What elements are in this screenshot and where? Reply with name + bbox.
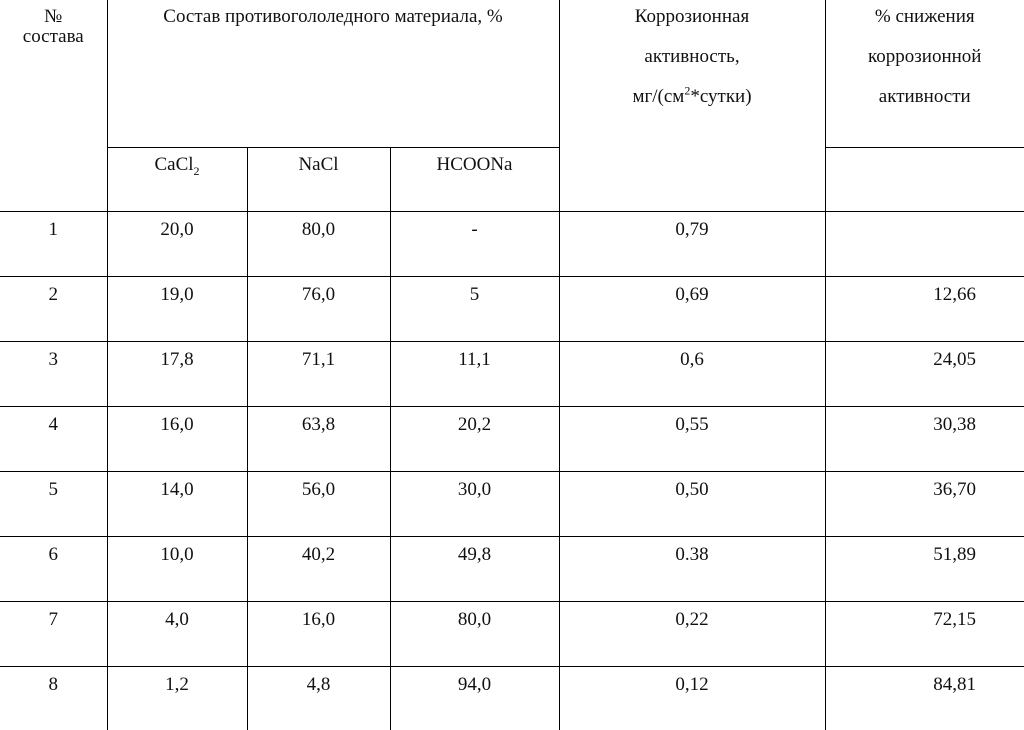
- header-corrosion-line2: активность,: [560, 47, 825, 87]
- cell-hcoona: 20,2: [390, 406, 559, 471]
- cell-nacl: 71,1: [247, 341, 390, 406]
- cell-corrosion: 0,55: [559, 406, 825, 471]
- cell-cacl2: 16,0: [107, 406, 247, 471]
- header-reduction-line2: коррозионной: [826, 47, 1024, 87]
- header-composition: [107, 0, 559, 147]
- header-corrosion-unit: [632, 86, 751, 107]
- cell-cacl2: 10,0: [107, 536, 247, 601]
- subheader-hcoona: HCOONa: [390, 147, 559, 211]
- cell-number: 6: [0, 536, 107, 601]
- header-corrosion-unit-b: *сутки): [690, 86, 751, 107]
- cell-corrosion: 0.38: [559, 536, 825, 601]
- header-corrosion-line1: Коррозионная: [560, 7, 825, 47]
- cell-hcoona: 11,1: [390, 341, 559, 406]
- cell-cacl2: 4,0: [107, 601, 247, 666]
- cell-reduction: 12,66: [825, 276, 1024, 341]
- subheader-reduction-empty: [825, 147, 1024, 211]
- cell-number: 3: [0, 341, 107, 406]
- cell-corrosion: 0,12: [559, 666, 825, 730]
- header-number-label: состава: [23, 26, 84, 47]
- cell-reduction: 84,81: [825, 666, 1024, 730]
- table-row: [0, 536, 1024, 601]
- table-row: [0, 406, 1024, 471]
- cell-hcoona: 5: [390, 276, 559, 341]
- header-reduction-line1: % снижения: [826, 7, 1024, 47]
- header-composition-label: Состав противогололедного материала, %: [163, 6, 502, 27]
- subheader-cacl2-a: CaCl: [154, 154, 193, 175]
- subheader-cacl2: [107, 147, 247, 211]
- header-reduction-line3: активности: [879, 86, 971, 107]
- cell-number: 5: [0, 471, 107, 536]
- cell-reduction: 72,15: [825, 601, 1024, 666]
- cell-nacl: 16,0: [247, 601, 390, 666]
- cell-nacl: 4,8: [247, 666, 390, 730]
- header-corrosion-unit-a: мг/(см: [632, 86, 684, 107]
- header-corrosion-unit-sup: 2: [684, 84, 690, 98]
- cell-cacl2: 20,0: [107, 211, 247, 276]
- table-row: [0, 471, 1024, 536]
- cell-cacl2: 14,0: [107, 471, 247, 536]
- header-row: [0, 0, 1024, 147]
- cell-hcoona: 94,0: [390, 666, 559, 730]
- header-number-symbol: №: [44, 6, 62, 27]
- subheader-nacl: NaCl: [247, 147, 390, 211]
- cell-reduction: 36,70: [825, 471, 1024, 536]
- cell-hcoona: 80,0: [390, 601, 559, 666]
- cell-number: 1: [0, 211, 107, 276]
- cell-number: 8: [0, 666, 107, 730]
- cell-number: 7: [0, 601, 107, 666]
- subheader-cacl2-sub: 2: [194, 163, 200, 177]
- cell-hcoona: 49,8: [390, 536, 559, 601]
- cell-reduction: 51,89: [825, 536, 1024, 601]
- header-corrosion: [559, 0, 825, 211]
- cell-cacl2: 19,0: [107, 276, 247, 341]
- cell-nacl: 63,8: [247, 406, 390, 471]
- cell-cacl2: 17,8: [107, 341, 247, 406]
- cell-corrosion: 0,6: [559, 341, 825, 406]
- cell-reduction: [825, 211, 1024, 276]
- cell-reduction: 24,05: [825, 341, 1024, 406]
- table-row: [0, 601, 1024, 666]
- cell-nacl: 80,0: [247, 211, 390, 276]
- cell-nacl: 56,0: [247, 471, 390, 536]
- cell-number: 2: [0, 276, 107, 341]
- cell-corrosion: 0,22: [559, 601, 825, 666]
- cell-nacl: 76,0: [247, 276, 390, 341]
- cell-cacl2: 1,2: [107, 666, 247, 730]
- table-row: [0, 276, 1024, 341]
- table-row: [0, 666, 1024, 730]
- cell-number: 4: [0, 406, 107, 471]
- cell-reduction: 30,38: [825, 406, 1024, 471]
- header-reduction: [825, 0, 1024, 147]
- cell-corrosion: 0,50: [559, 471, 825, 536]
- cell-hcoona: 30,0: [390, 471, 559, 536]
- cell-corrosion: 0,69: [559, 276, 825, 341]
- cell-nacl: 40,2: [247, 536, 390, 601]
- header-number: [0, 0, 107, 211]
- subheader-row: [0, 147, 1024, 211]
- table-row: [0, 341, 1024, 406]
- cell-hcoona: -: [390, 211, 559, 276]
- cell-corrosion: 0,79: [559, 211, 825, 276]
- table-row: [0, 211, 1024, 276]
